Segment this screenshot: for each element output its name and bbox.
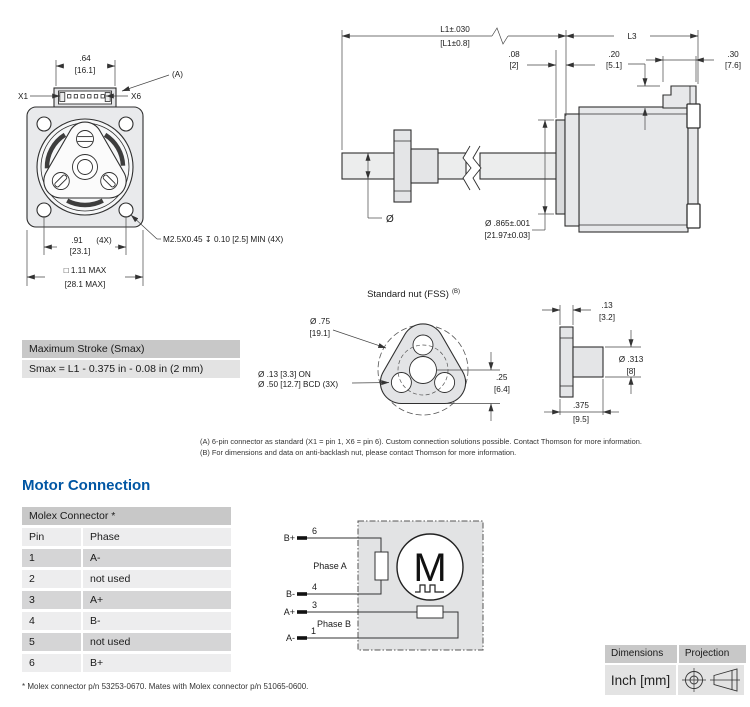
pilot-boss	[556, 120, 565, 214]
phase-b-label: Phase B	[316, 619, 352, 629]
terminal-marks	[297, 536, 307, 640]
col-phase: Phase	[83, 528, 231, 547]
table-row	[22, 549, 231, 568]
units-projection-box	[605, 645, 746, 695]
dim-flange-in: □ 1.11 MAX	[63, 266, 107, 275]
dim-pilot-mm: [21.97±0.03]	[484, 231, 530, 240]
table-row	[22, 591, 231, 610]
motor-body	[579, 107, 688, 232]
terminal-bminus: B-	[286, 589, 295, 599]
col-pin: Pin	[22, 528, 81, 547]
rear-tab-bottom	[687, 204, 700, 228]
drawing-notes	[200, 437, 745, 458]
dim-l1-in: L1±.030	[440, 25, 470, 34]
dim-screw-dia: Ø	[386, 214, 394, 225]
callout-a-label: (A)	[172, 70, 183, 79]
dim-conn-w-mm: [7.6]	[725, 61, 741, 70]
motor-connection-table	[22, 507, 231, 675]
dim-boss-in: .08	[508, 50, 520, 59]
lead-screw-right	[480, 153, 557, 179]
motor-front-endbell	[565, 114, 579, 226]
dim-nut-holes-1: Ø .13 [3.3] ON	[258, 370, 311, 379]
table-row	[22, 570, 231, 589]
dim-nut-od-in: Ø .75	[309, 317, 330, 326]
dim-flange-mm: [28.1 MAX]	[64, 280, 106, 289]
dim-pilot-in: Ø .865±.001	[484, 219, 530, 228]
pin-x1-label: X1	[17, 92, 28, 101]
nut-side-flange	[560, 327, 573, 397]
projection-header: Projection	[679, 645, 746, 663]
phase-a-winding	[375, 552, 388, 580]
dim-conn-h-in: .20	[608, 50, 620, 59]
nut-face-title-ref: (B)	[452, 289, 460, 295]
motor-symbol-letter: M	[413, 546, 447, 590]
dim-nut-od-mm: [19.1]	[309, 329, 330, 338]
nut-body-side	[411, 149, 438, 183]
dim-nut-offset-in: .25	[496, 373, 508, 382]
dim-hole-spacing-mm: [23.1]	[69, 247, 91, 256]
dim-hole-spacing-in: .91	[71, 236, 83, 245]
note-a: (A) 6-pin connector as standard (X1 = pin 1, X6 = pin 6). Custom connection solutions possible. Contact Thomson for more information.	[200, 437, 642, 446]
pin-cell: 6	[22, 654, 81, 673]
phase-cell: B+	[83, 654, 231, 673]
connector-front	[54, 88, 116, 107]
pin-1: 1	[311, 626, 317, 636]
nut-face-title: Standard nut (FSS)	[367, 289, 449, 300]
phase-cell: B-	[83, 612, 231, 631]
terminal-aplus: A+	[283, 607, 295, 617]
table-column-row	[22, 528, 231, 547]
terminal-aminus: A-	[286, 633, 295, 643]
phase-cell: not used	[83, 633, 231, 652]
max-stroke-formula: Smax = L1 - 0.375 in - 0.08 in (2 mm)	[22, 360, 240, 378]
pin-cell: 4	[22, 612, 81, 631]
table-row	[22, 654, 231, 673]
phase-cell: A-	[83, 549, 231, 568]
nut-side-view	[560, 327, 603, 397]
dim-nutlen-in: .375	[573, 401, 589, 410]
max-stroke-box	[22, 340, 240, 378]
rear-tab-top	[687, 104, 700, 128]
dim-boss-mm: [2]	[509, 61, 519, 70]
dim-connector-width-mm: [16.1]	[74, 66, 96, 75]
pin-cell: 1	[22, 549, 81, 568]
units-value: Inch [mm]	[610, 672, 671, 688]
phase-b-winding	[417, 606, 443, 618]
dim-connector-width-in: .64	[79, 54, 91, 63]
pin-6: 6	[312, 526, 318, 536]
dim-nut-holes-2: Ø .50 [12.7] BCD (3X)	[258, 380, 339, 389]
dimensions-header: Dimensions	[605, 645, 677, 663]
table-row	[22, 633, 231, 652]
pin-cell: 3	[22, 591, 81, 610]
terminal-bplus: B+	[283, 533, 295, 543]
dim-nutbody-in: Ø .313	[618, 355, 644, 364]
nut-side-body	[573, 347, 603, 377]
dim-conn-w-in: .30	[727, 50, 739, 59]
projection-symbol-icon	[681, 666, 741, 694]
dim-nutlen-mm: [9.5]	[573, 415, 589, 424]
dim-l3: L3	[627, 32, 637, 41]
motor-connection-heading: Motor Connection	[22, 477, 151, 494]
motor-side-view	[342, 86, 700, 232]
table-header: Molex Connector *	[22, 507, 231, 525]
molex-footnote: * Molex connector p/n 53253-0670. Mates with Molex connector p/n 51065-0600.	[22, 682, 309, 691]
dim-nutflange-mm: [3.2]	[599, 313, 615, 322]
phase-cell: A+	[83, 591, 231, 610]
dim-hole-spacing-qty: (4X)	[96, 236, 112, 245]
pin-cell: 5	[22, 633, 81, 652]
nut-face-view	[378, 324, 468, 415]
pin-cell: 2	[22, 570, 81, 589]
nut-center-bore	[410, 357, 437, 384]
pin-x6-label: X6	[131, 92, 142, 101]
motor-front-view	[27, 88, 143, 227]
table-row	[22, 612, 231, 631]
dim-nutflange-in: .13	[601, 301, 613, 310]
dim-l1-mm: [L1±0.8]	[440, 39, 470, 48]
phase-cell: not used	[83, 570, 231, 589]
wiring-diagram	[268, 493, 508, 673]
dim-nutbody-mm: [8]	[626, 367, 636, 376]
phase-a-label: Phase A	[313, 561, 347, 571]
pin-4: 4	[312, 582, 318, 592]
max-stroke-title: Maximum Stroke (Smax)	[22, 340, 240, 358]
thread-callout-text: M2.5X0.45 ↧ 0.10 [2.5] MIN (4X)	[163, 235, 284, 244]
center-bore-inner	[78, 160, 93, 175]
note-b: (B) For dimensions and data on anti-backlash nut, please contact Thomson for more information.	[200, 447, 517, 457]
dim-nut-offset-mm: [6.4]	[494, 385, 510, 394]
dim-conn-h-mm: [5.1]	[606, 61, 622, 70]
pin-3: 3	[312, 600, 318, 610]
